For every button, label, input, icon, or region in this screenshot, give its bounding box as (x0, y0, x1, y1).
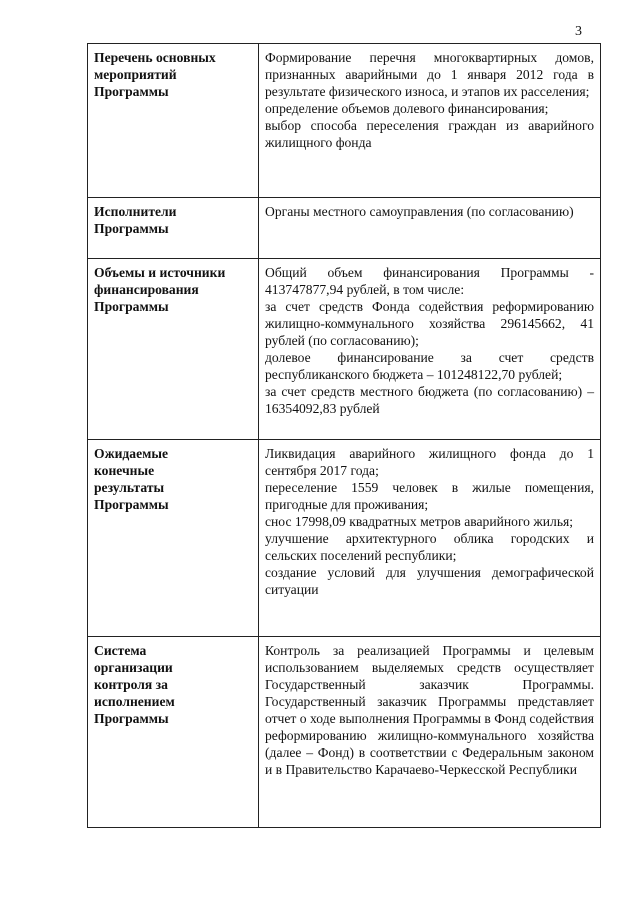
row-content-paragraph: Ликвидация аварийного жилищного фонда до 1 сентября 2017 года; (265, 446, 594, 478)
table-row (88, 44, 601, 198)
row-content-cell (259, 440, 601, 637)
row-label-line: Система (94, 643, 147, 658)
table-row (88, 637, 601, 828)
row-label-line: контроля за (94, 677, 168, 692)
row-content-cell (259, 259, 601, 440)
row-content-paragraph: выбор способа переселения граждан из аварийного жилищного фонда (265, 118, 594, 150)
table-row (88, 259, 601, 440)
row-label-cell (88, 259, 259, 440)
row-label-line: мероприятий (94, 67, 177, 82)
program-passport-table (87, 43, 601, 828)
row-content-paragraph: Органы местного самоуправления (по согласованию) (265, 204, 574, 219)
row-label-cell (88, 44, 259, 198)
row-content-paragraph: создание условий для улучшения демографической ситуации (265, 565, 594, 597)
row-label-line: Ожидаемые (94, 446, 169, 461)
row-label-line: организации (94, 660, 173, 675)
table-row (88, 198, 601, 259)
row-label-line: результаты (94, 480, 165, 495)
row-label-line: Программы (94, 299, 169, 314)
row-content-paragraph: за счет средств Фонда содействия реформированию жилищно-коммунального хозяйства 296145662, 41 рублей (по согласованию); (265, 299, 594, 348)
row-content-paragraph: долевое финансирование за счет средств республиканского бюджета – 101248122,70 рублей; (265, 350, 594, 382)
row-label-line: финансирования (94, 282, 199, 297)
page-number: 3 (575, 24, 582, 39)
row-label-line: Исполнители (94, 204, 177, 219)
row-label-line: конечные (94, 463, 155, 478)
row-content-cell (259, 44, 601, 198)
row-label-line: Программы (94, 497, 169, 512)
row-content-cell (259, 637, 601, 828)
row-label-line: исполнением (94, 694, 175, 709)
row-content-paragraph: Контроль за реализацией Программы и целевым использованием выделяемых средств осуществляет Государственный заказчик Программы. Государственный заказчик Программы представляет отчет о ходе выполнения Программы в Фонд содействия реформированию жилищно-коммунального хозяйства (далее – Фонд) в соответствии с Федеральным законом и в Правительство Карачаево-Черкесской Республики (265, 643, 594, 777)
row-content-paragraph: снос 17998,09 квадратных метров аварийного жилья; (265, 514, 574, 529)
row-label-line: Программы (94, 711, 169, 726)
table-row (88, 440, 601, 637)
row-label-line: Программы (94, 221, 169, 236)
row-content-paragraph: определение объемов долевого финансирования; (265, 101, 549, 116)
row-label-line: Программы (94, 84, 169, 99)
row-label-line: Объемы и источники (94, 265, 226, 280)
row-content-cell (259, 198, 601, 259)
row-content-paragraph: улучшение архитектурного облика городских и сельских поселений республики; (265, 531, 594, 563)
row-content-paragraph: Формирование перечня многоквартирных домов, признанных аварийными до 1 января 2012 года в результате физического износа, и этапов их расселения; (265, 50, 594, 99)
row-label-line: Перечень основных (94, 50, 216, 65)
row-content-paragraph: Общий объем финансирования Программы - 413747877,94 рублей, в том числе: (265, 265, 594, 297)
row-label-cell (88, 440, 259, 637)
row-content-paragraph: за счет средств местного бюджета (по согласованию) – 16354092,83 рублей (265, 384, 594, 416)
row-label-cell (88, 198, 259, 259)
row-label-cell (88, 637, 259, 828)
row-content-paragraph: переселение 1559 человек в жилые помещения, пригодные для проживания; (265, 480, 594, 512)
